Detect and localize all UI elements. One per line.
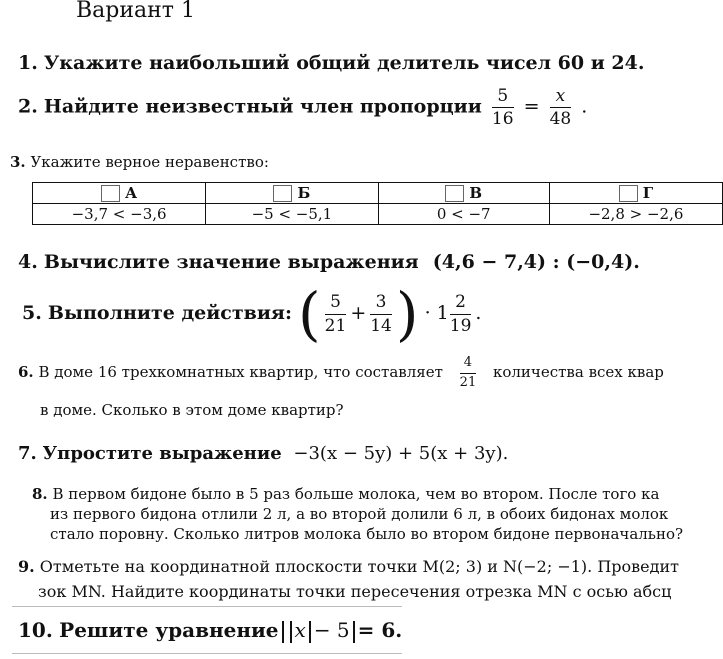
checkbox-c[interactable] <box>445 185 464 202</box>
question-8-line-2: из первого бидона отлили 2 л, а во второй долили 6 л, в обоих бидонах молок <box>50 505 669 523</box>
denominator: 16 <box>491 109 514 129</box>
question-7 <box>18 443 508 464</box>
period: . <box>475 302 482 324</box>
question-text: В первом бидоне было в 5 раз больше молока, чем во втором. После того ка <box>52 485 660 503</box>
question-text: количества всех квар <box>493 363 664 381</box>
denominator: 14 <box>370 315 392 336</box>
abs-bar <box>309 621 311 643</box>
question-8 <box>32 484 683 544</box>
question-10 <box>18 618 402 643</box>
question-text: Выполните действия: <box>47 302 292 324</box>
question-6-line-2: в доме. Сколько в этом доме квартир? <box>40 401 344 419</box>
variable-x: x <box>294 618 306 642</box>
answer-values-row <box>33 204 723 225</box>
divider-bottom <box>12 653 402 654</box>
fraction <box>450 292 472 336</box>
period: . <box>581 95 588 118</box>
question-number: 9. <box>18 557 35 576</box>
numerator: x <box>550 86 572 108</box>
option-b[interactable] <box>206 183 378 204</box>
checkbox-d[interactable] <box>619 185 638 202</box>
abs-bar <box>282 621 284 643</box>
question-5 <box>22 280 482 348</box>
option-letter: Г <box>642 183 654 202</box>
question-number: 3. <box>10 153 26 171</box>
option-value: −5 < −5,1 <box>206 204 378 225</box>
answer-table <box>32 182 723 225</box>
option-letter: В <box>469 183 483 202</box>
question-2 <box>18 86 587 129</box>
numerator: 3 <box>370 292 392 314</box>
question-9 <box>18 554 679 604</box>
question-9-line-1 <box>18 554 679 579</box>
math-expression: −3(x − 5y) + 5(x + 3y). <box>293 443 509 464</box>
question-9-line-2: зок MN. Найдите координаты точки пересечения отрезка MN с осью абсц <box>38 582 672 601</box>
question-6 <box>18 352 664 392</box>
fraction <box>492 86 514 129</box>
equals-sign: = <box>523 95 540 118</box>
question-text: Укажите верное неравенство: <box>30 153 269 171</box>
question-text: Укажите наибольший общий делитель чисел 60 и 24. <box>43 52 645 74</box>
denominator: 21 <box>324 315 347 336</box>
plus-sign: + <box>350 302 367 324</box>
question-text: Найдите неизвестный член пропорции <box>43 95 482 118</box>
denominator: 21 <box>459 374 477 390</box>
question-number: 10. <box>18 618 53 642</box>
question-text: Решите уравнение <box>59 618 279 642</box>
left-paren: ( <box>298 280 321 348</box>
answer-letters-row <box>33 183 723 204</box>
option-a[interactable] <box>33 183 206 204</box>
numerator: 2 <box>450 292 472 314</box>
question-text: Вычислите значение выражения <box>43 251 419 273</box>
question-number: 2. <box>18 95 38 118</box>
question-number: 7. <box>18 443 37 464</box>
numerator: 5 <box>492 86 514 108</box>
fraction <box>460 355 477 392</box>
question-3 <box>10 153 269 171</box>
variant-title: Вариант 1 <box>76 0 195 23</box>
divider <box>12 606 402 607</box>
question-number: 5. <box>22 302 42 324</box>
fraction <box>550 86 572 129</box>
numerator: 4 <box>460 355 477 374</box>
numerator: 5 <box>325 292 347 314</box>
question-1 <box>18 52 644 74</box>
option-d[interactable] <box>549 183 722 204</box>
question-8-line-1 <box>32 484 683 504</box>
question-number: 6. <box>18 363 34 381</box>
option-letter: Б <box>297 183 311 202</box>
question-number: 8. <box>32 485 48 503</box>
option-value: −3,7 < −3,6 <box>33 204 206 225</box>
whole-part: 1 <box>436 302 449 324</box>
option-value: −2,8 > −2,6 <box>549 204 722 225</box>
right-paren: ) <box>395 280 419 348</box>
checkbox-a[interactable] <box>101 185 120 202</box>
denominator: 48 <box>549 109 572 129</box>
math-expression: (4,6 − 7,4) : (−0,4). <box>432 251 640 273</box>
question-number: 4. <box>18 251 38 273</box>
fraction <box>370 292 392 336</box>
question-number: 1. <box>18 52 38 74</box>
checkbox-b[interactable] <box>273 185 292 202</box>
math-minus: − 5 <box>313 618 350 642</box>
denominator: 19 <box>449 315 472 336</box>
option-c[interactable] <box>378 183 549 204</box>
dot-sign: · <box>424 302 431 324</box>
question-4 <box>18 251 640 273</box>
abs-bar <box>290 621 292 643</box>
question-text: Отметьте на координатной плоскости точки M(2; 3) и N(−2; −1). Проведит <box>39 557 680 576</box>
question-text: В доме 16 трехкомнатных квартир, что составляет <box>38 363 443 381</box>
question-8-line-3: стало поровну. Сколько литров молока было во втором бидоне первоначально? <box>50 525 684 543</box>
question-text: Упростите выражение <box>42 443 282 464</box>
math-equals: = 6. <box>357 618 403 642</box>
option-value: 0 < −7 <box>378 204 549 225</box>
abs-bar <box>353 621 355 643</box>
option-letter: А <box>124 183 138 202</box>
fraction <box>325 292 347 336</box>
